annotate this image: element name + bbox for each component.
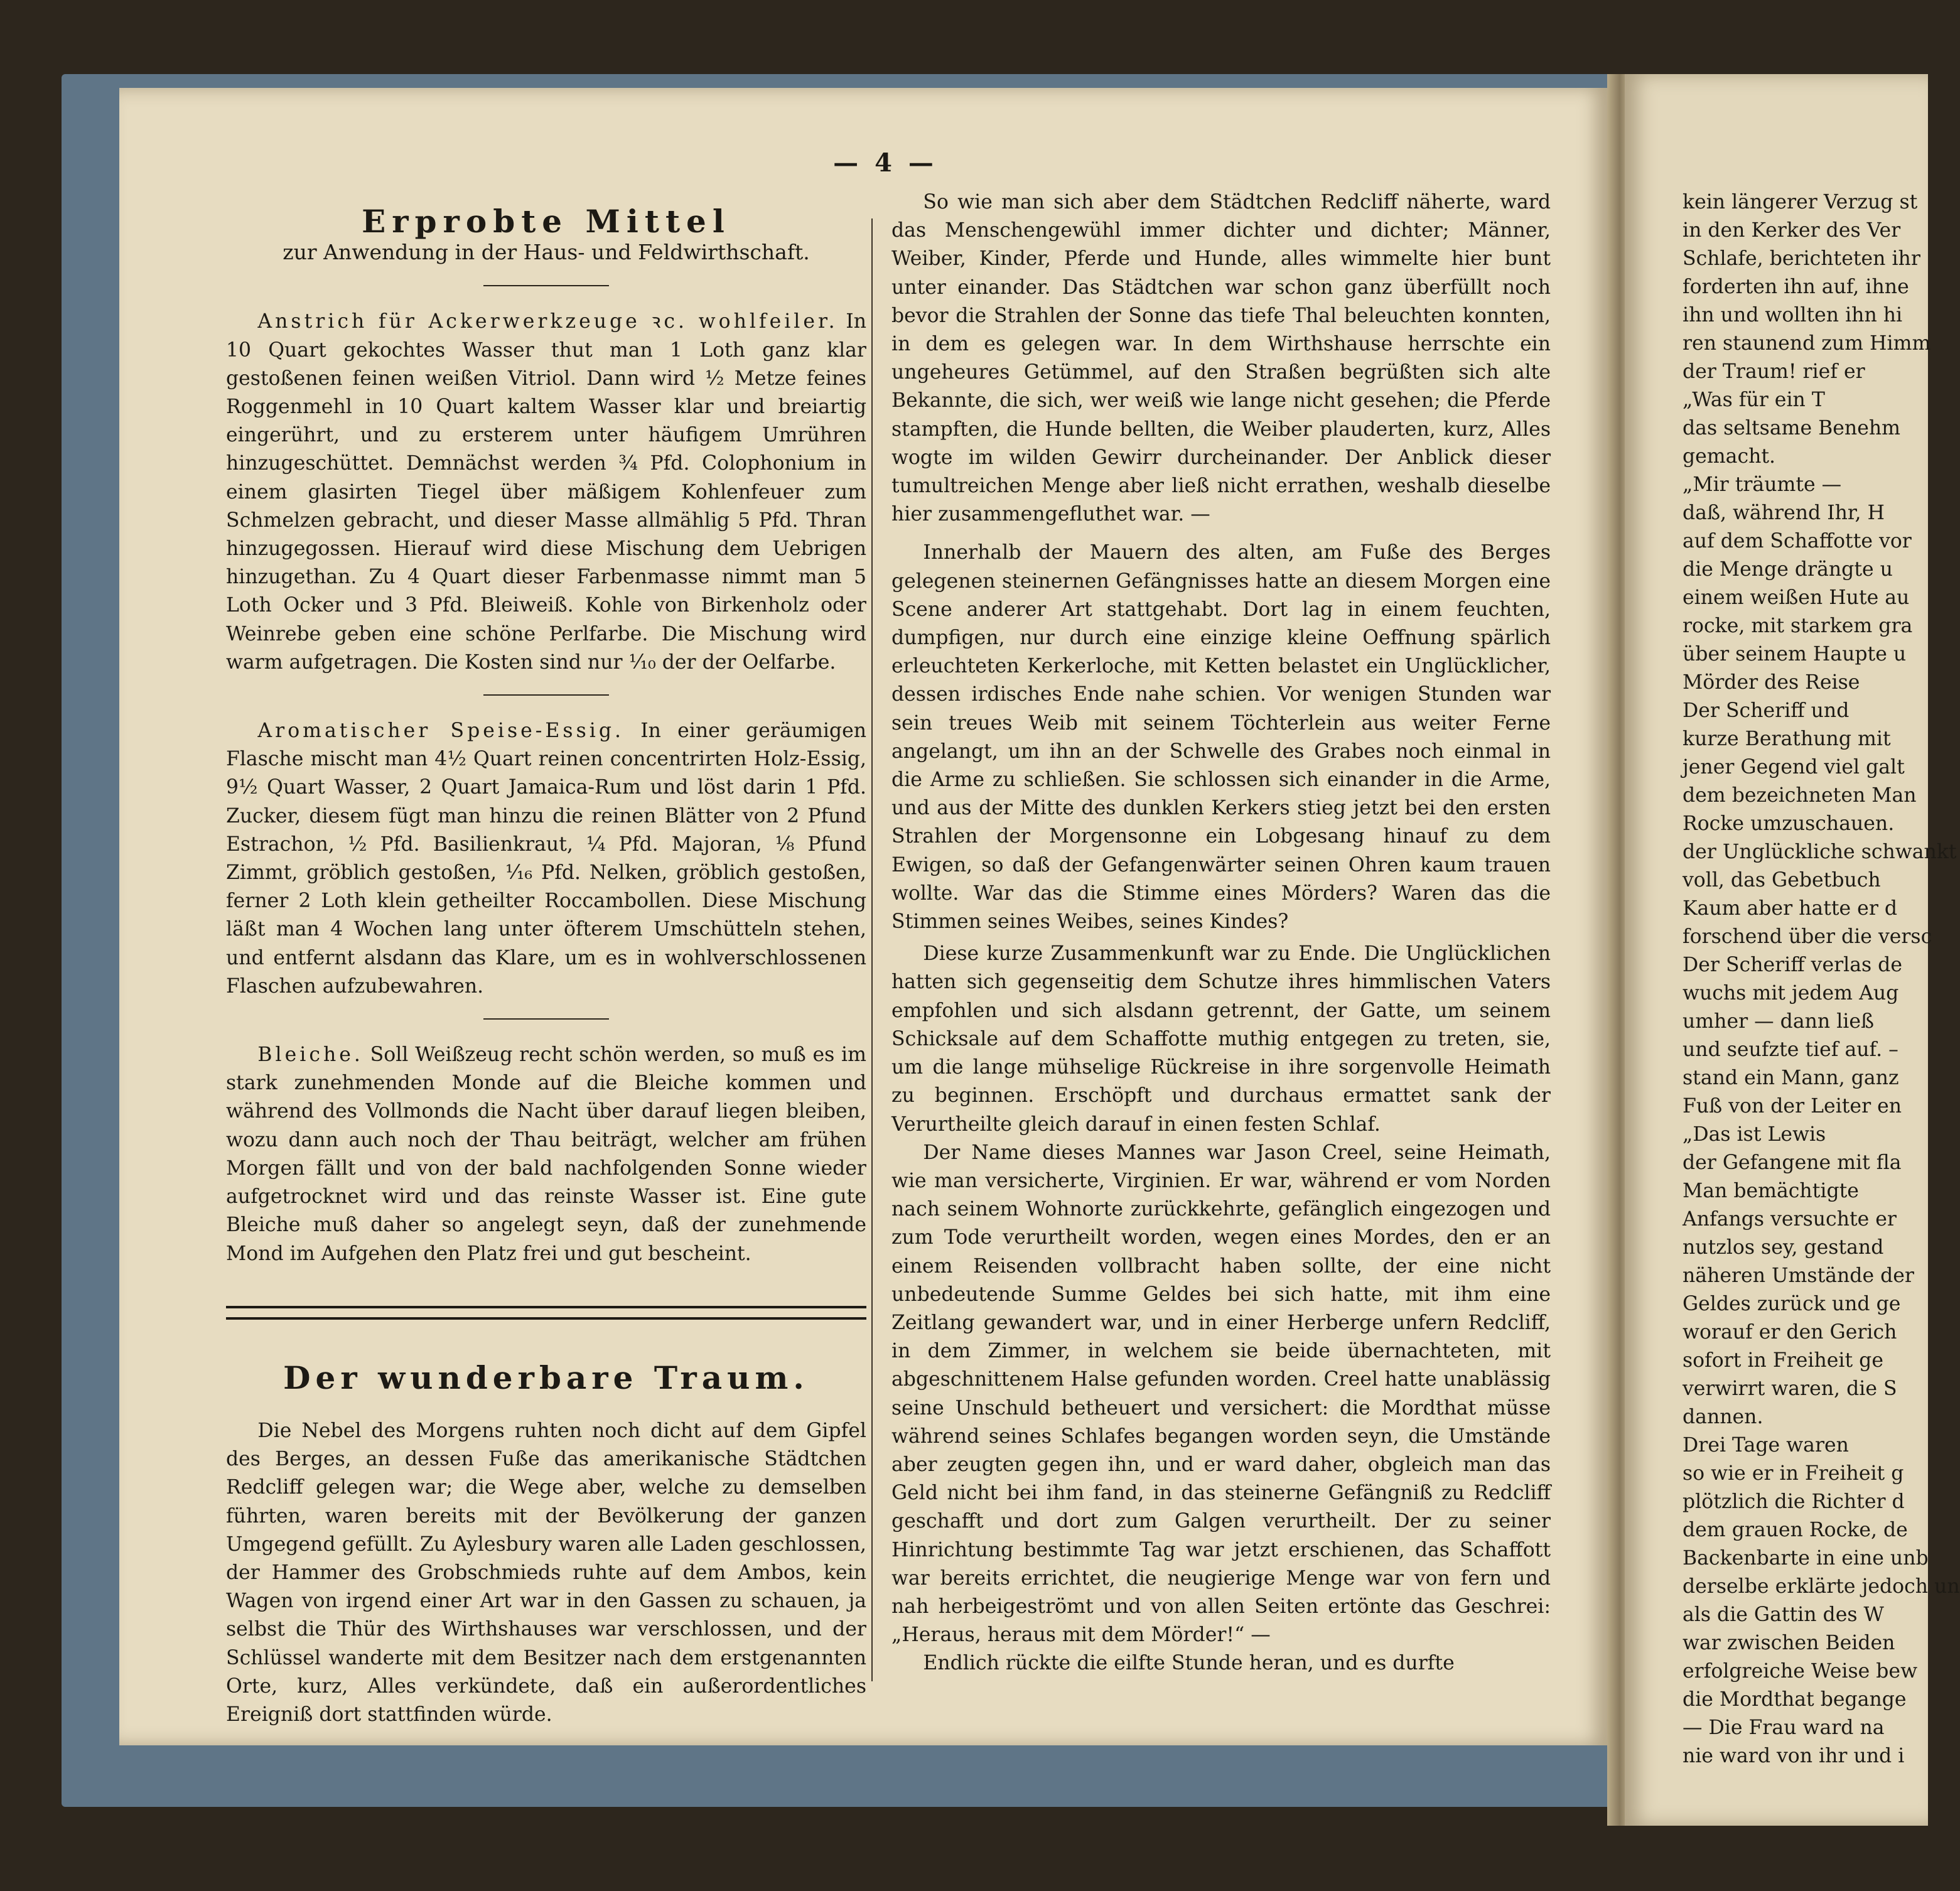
- fragment-line: Mörder des Reise: [1683, 671, 1860, 694]
- fragment-line: daß, während Ihr, H: [1683, 502, 1885, 524]
- fragment-line: erfolgreiche Weise bew: [1683, 1660, 1918, 1683]
- paragraph-anstrich: [226, 308, 866, 677]
- story-paragraph: Endlich rückte die eilfte Stunde heran, und es durfte: [923, 1652, 1455, 1675]
- column-rule: [871, 218, 873, 1681]
- fragment-line: die Menge drängte u: [1683, 558, 1893, 581]
- story-paragraph: Der Name dieses Mannes war Jason Creel, seine Heimath, wie man versicherte, Virginien. Er war, während er vom Norden nach seinem Wohnorte zurückkehrte, gefänglich eingezogen und zum Tode verurtheilt worden, wegen eines Mordes, den er an einem Reisenden vollbracht haben sollte, der eine nicht unbedeutende Summe Geldes bei sich hatte, mit ihm eine Zeitlang gewandert war, und in einer Herberge unfern Redcliff, in dem Zimmer, in welchem sie beide übernachteten, mit abgeschnittenem Halse gefunden worden. Creel hatte unablässig seine Unschuld betheuert und versichert: die Mordthat müsse während seines Schlafes begangen worden seyn, die Umstände aber zeugten gegen ihn, und er ward daher, obgleich man das Geld nicht bei ihm fand, in das steinerne Gefängniß zu Redcliff geschafft und dort zum Galgen verurtheilt. Der zu seiner Hinrichtung bestimmte Tag war jetzt erschienen, das Schaffott war bereits errichtet, die neugierige Menge war von fern und nah herbeigeströmt und von allen Seiten ertönte das Geschrei: „Heraus, heraus mit dem Mörder!“ —: [891, 1141, 1551, 1647]
- separator-rule: [483, 285, 609, 286]
- fragment-line: forschend über die versc: [1683, 925, 1932, 948]
- story-paragraph: Die Nebel des Morgens ruhten noch dicht auf dem Gipfel des Berges, an dessen Fuße das amerikanische Städtchen Redcliff gelegen war; die Wege aber, welche zu demselben führten, waren bereits mit der Bevölkerung der ganzen Umgegend gefüllt. Zu Aylesbury waren alle Laden geschlossen, der Hammer des Grobschmieds ruhte auf dem Ambos, kein Wagen von irgend einer Art war in den Gassen zu schauen, ja selbst die Thür des Wirthshauses war verschlossen, und der Schlüssel wanderte mit dem Besitzer nach dem erstgenannten Orte, kurz, Alles verkündete, daß ein außerordentliches Ereigniß dort stattfinden würde.: [226, 1419, 866, 1726]
- fragment-line: wuchs mit jedem Aug: [1683, 982, 1899, 1005]
- fragment-line: rocke, mit starkem gra: [1683, 615, 1913, 637]
- separator-rule: [483, 1018, 609, 1020]
- fragment-line: nutzlos sey, gestand: [1683, 1236, 1884, 1259]
- fragment-line: auf dem Schaffotte vor: [1683, 530, 1912, 552]
- paragraph-body: In einer geräumigen Flasche mischt man 4½ Quart reinen concentrirten Holz-Essig, 9½ Quart Wasser, 2 Quart Jamaica-Rum und löst darin 1 Pfd. Zucker, diesem fügt man hinzu die reinen Blätter von 2 Pfund Estrachon, ½ Pfd. Basilienkraut, ¼ Pfd. Majoran, ⅛ Pfund Zimmt, gröblich gestoßen, ¹⁄₁₆ Pfd. Nelken, gröblich gestoßen, ferner 2 Loth klein getheilter Roccambollen. Diese Mischung läßt man 4 Wochen lang unter öfterem Umschütteln stehen, und entfernt alsdann das Klare, um es in wohlverschlossenen Flaschen aufzubewahren.: [226, 719, 866, 998]
- fragment-line: „Mir träumte —: [1683, 473, 1842, 496]
- fragment-line: nie ward von ihr und i: [1683, 1745, 1905, 1767]
- paragraph-heading: Anstrich für Ackerwerkzeuge ꝛc. wohlfeiler.: [257, 310, 838, 333]
- fragment-line: Anfangs versuchte er: [1683, 1208, 1897, 1231]
- fragment-line: sofort in Freiheit ge: [1683, 1349, 1883, 1372]
- fragment-line: „Was für ein T: [1683, 389, 1825, 411]
- fragment-line: das seltsame Benehm: [1683, 417, 1901, 439]
- fragment-line: näheren Umstände der: [1683, 1264, 1914, 1287]
- fragment-line: Backenbarte in eine unb: [1683, 1547, 1929, 1570]
- fragment-line: worauf er den Gerich: [1683, 1321, 1897, 1344]
- fragment-line: die Mordthat begange: [1683, 1688, 1907, 1711]
- fragment-line: jener Gegend viel galt: [1683, 756, 1905, 778]
- fragment-line: dannen.: [1683, 1406, 1763, 1428]
- story-paragraph: So wie man sich aber dem Städtchen Redcliff näherte, ward das Menschengewühl immer dichter und dichter; Männer, Weiber, Kinder, Pferde und Hunde, alles wimmelte hier bunt unter einander. Das Städtchen war schon ganz überfüllt noch bevor die Strahlen der Sonne das tiefe Thal beleuchten konnten, in dem es gelegen war. In dem Wirthshause herrschte ein ungeheures Getümmel, auf den Straßen begrüßten sich alte Bekannte, die sich, wer weiß wie lange nicht gesehen; die Pferde stampften, die Hunde bellten, die Weiber plauderten, kurz, Alles wogte im wilden Gewirr durcheinander. Der Anblick dieser tumultreichen Menge aber ließ nicht errathen, weshalb dieselbe hier zusammengefluthet war. —: [891, 191, 1551, 526]
- page-number: — 4 —: [833, 148, 937, 178]
- fragment-line: verwirrt waren, die S: [1683, 1377, 1897, 1400]
- fragment-line: der Gefangene mit fla: [1683, 1151, 1902, 1174]
- fragment-line: einem weißen Hute au: [1683, 586, 1910, 609]
- fragment-line: kurze Berathung mit: [1683, 728, 1891, 750]
- fragment-line: ren staunend zum Himm: [1683, 332, 1931, 355]
- story-paragraph: Diese kurze Zusammenkunft war zu Ende. Die Unglücklichen hatten sich gegenseitig dem Schutze ihres himmlischen Vaters empfohlen und sich alsdann getrennt, der Gatte, um seinem Schicksale auf dem Schaffotte muthig entgegen zu treten, sie, um die lange mühselige Rückreise in ihre sorgenvolle Heimath zu beginnen. Erschöpft und durchaus ermattet sank der Verurtheilte gleich darauf in einen festen Schlaf.: [891, 942, 1551, 1136]
- right-page-fragment: [1683, 188, 1960, 1770]
- section-divider: [226, 1306, 866, 1320]
- fragment-line: — Die Frau ward na: [1683, 1716, 1885, 1739]
- fragment-line: stand ein Mann, ganz: [1683, 1067, 1899, 1089]
- paragraph-essig: [226, 717, 866, 1001]
- fragment-line: plötzlich die Richter d: [1683, 1490, 1905, 1513]
- fragment-line: über seinem Haupte u: [1683, 643, 1907, 665]
- middle-column: [891, 188, 1551, 1678]
- fragment-line: Der Scheriff und: [1683, 699, 1850, 722]
- fragment-line: Schlafe, berichteten ihr: [1683, 247, 1920, 270]
- fragment-line: der Unglückliche schwankt: [1683, 841, 1957, 863]
- fragment-line: und seufzte tief auf. –: [1683, 1038, 1898, 1061]
- fragment-line: dem bezeichneten Man: [1683, 784, 1917, 807]
- fragment-line: Rocke umzuschauen.: [1683, 812, 1895, 835]
- fragment-line: dem grauen Rocke, de: [1683, 1519, 1908, 1541]
- fragment-line: umher — dann ließ: [1683, 1010, 1875, 1033]
- fragment-line: kein längerer Verzug st: [1683, 191, 1918, 213]
- fragment-line: gemacht.: [1683, 445, 1776, 468]
- story-paragraph: Innerhalb der Mauern des alten, am Fuße des Berges gelegenen steinernen Gefängnisses hatte an diesem Morgen eine Scene anderer Art stattgehabt. Dort lag in einem feuchten, dumpfigen, nur durch eine einzige kleine Oeffnung spärlich erleuchteten Kerkerloche, mit Ketten belastet ein Unglücklicher, dessen irdisches Ende nahe schien. Vor wenigen Stunden war sein treues Weib mit seinem Töchterlein aus weiter Ferne angelangt, um ihn an der Schwelle des Grabes noch einmal in die Arme zu schließen. Sie schlossen sich einander in die Arme, und aus der Mitte des dunklen Kerkers stieg jetzt bei den ersten Strahlen der Morgensonne ein Lobgesang hinauf zu dem Ewigen, so daß der Gefangenwärter seinen Ohren kaum trauen wollte. War das die Stimme eines Mörders? Waren das die Stimmen seines Weibes, seines Kindes?: [891, 541, 1551, 934]
- fragment-line: „Das ist Lewis: [1683, 1123, 1826, 1146]
- fragment-line: als die Gattin des W: [1683, 1603, 1884, 1626]
- paragraph-body: In 10 Quart gekochtes Wasser thut man 1 Loth ganz klar gestoßenen feinen weißen Vitriol. Dann wird ½ Metze feines Roggenmehl in 10 Quart kaltem Wasser klar und breiartig eingerührt, und zu ersterem unter häufigem Umrühren hinzugeschüttet. Demnächst werden ¾ Pfd. Colophonium in einem glasirten Tiegel über mäßigem Kohlenfeuer zum Schmelzen gebracht, und dieser Masse allmählig 5 Pfd. Thran hinzugegossen. Hierauf wird diese Mischung dem Uebrigen hinzugethan. Zu 4 Quart dieser Farbenmasse nimmt man 5 Loth Ocker und 3 Pfd. Bleiweiß. Kohle von Birkenholz oder Weinrebe geben eine schöne Perlfarbe. Die Mischung wird warm aufgetragen. Die Kosten sind nur ¹⁄₁₀ der der Oelfarbe.: [226, 310, 866, 674]
- fragment-line: Drei Tage waren: [1683, 1434, 1849, 1457]
- story-title: Der wunderbare Traum.: [283, 1359, 809, 1396]
- fragment-line: voll, das Gebetbuch: [1683, 869, 1881, 892]
- article-title: Erprobte Mittel: [362, 203, 731, 240]
- fragment-line: in den Kerker des Ver: [1683, 219, 1901, 242]
- fragment-line: Fuß von der Leiter en: [1683, 1095, 1902, 1118]
- left-column: [226, 203, 866, 1729]
- fragment-line: Kaum aber hatte er d: [1683, 897, 1898, 920]
- paragraph-bleiche: [226, 1041, 866, 1268]
- paragraph-heading: Aromatischer Speise-Essig.: [257, 719, 625, 743]
- fragment-line: Man bemächtigte: [1683, 1180, 1859, 1202]
- fragment-line: ihn und wollten ihn hi: [1683, 304, 1903, 326]
- fragment-line: forderten ihn auf, ihne: [1683, 276, 1909, 298]
- separator-rule: [483, 694, 609, 696]
- article-subtitle: zur Anwendung in der Haus- und Feldwirthschaft.: [283, 240, 810, 265]
- fragment-line: so wie er in Freiheit g: [1683, 1462, 1904, 1485]
- paragraph-body: Soll Weißzeug recht schön werden, so muß es im stark zunehmenden Monde auf die Bleiche kommen und während des Vollmonds die Nacht über darauf liegen bleiben, wozu dann auch noch der Thau beiträgt, welcher am frühen Morgen fällt und von der bald nachfolgenden Sonne wieder aufgetrocknet wird und das reinste Wasser ist. Eine gute Bleiche muß daher so angelegt seyn, daß der zunehmende Mond im Aufgehen den Platz frei und gut bescheint.: [226, 1043, 866, 1265]
- paragraph-heading: Bleiche.: [257, 1043, 363, 1067]
- fragment-line: war zwischen Beiden: [1683, 1632, 1895, 1654]
- fragment-line: der Traum! rief er: [1683, 360, 1865, 383]
- fragment-line: derselbe erklärte jedoch un: [1683, 1575, 1960, 1598]
- fragment-line: Der Scheriff verlas de: [1683, 954, 1902, 976]
- fragment-line: Geldes zurück und ge: [1683, 1293, 1901, 1315]
